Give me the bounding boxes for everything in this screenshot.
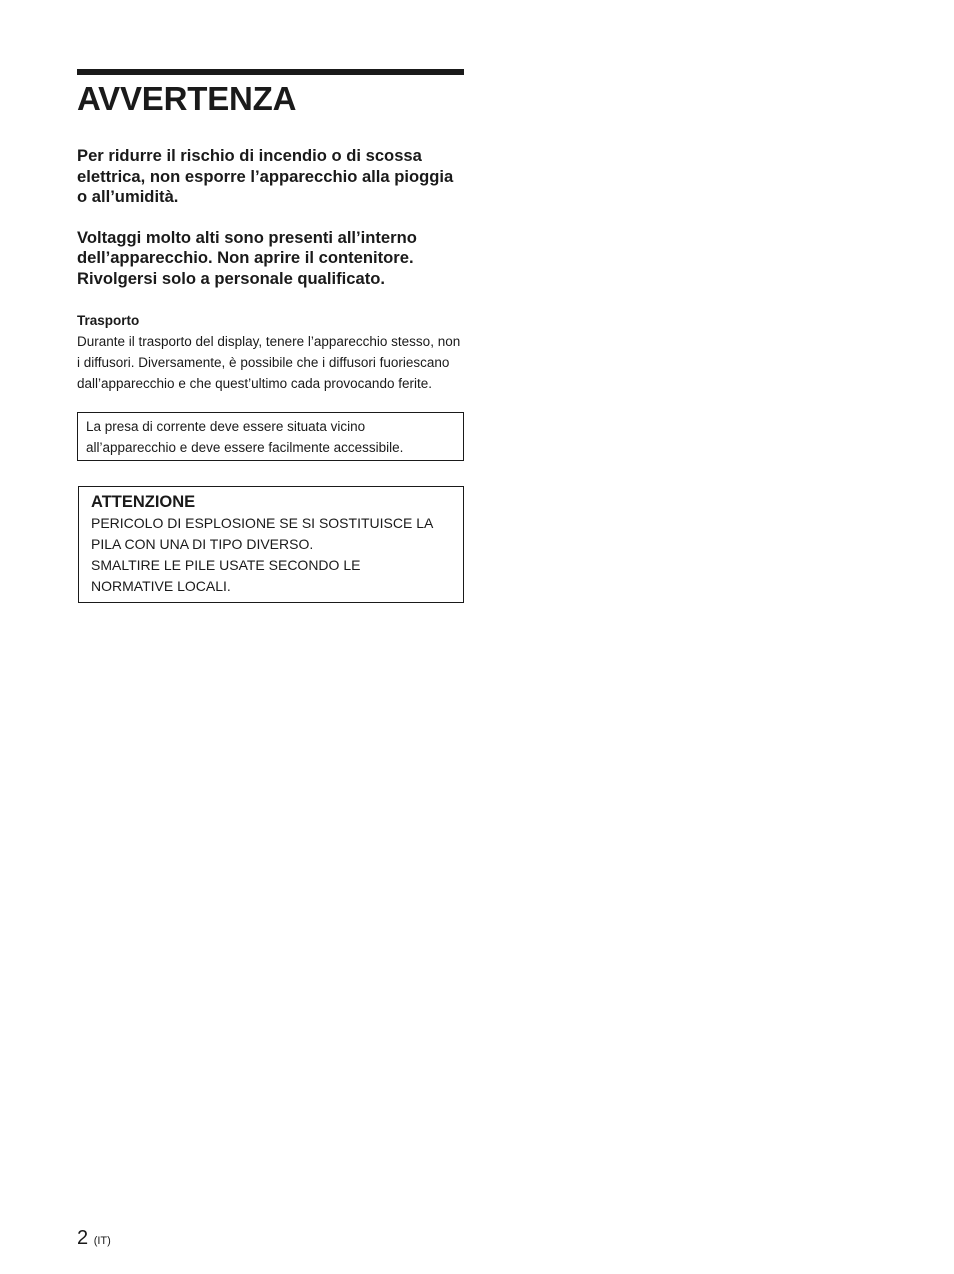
- page-number-footer: [77, 1226, 111, 1253]
- caution-line: NORMATIVE LOCALI.: [91, 578, 231, 595]
- power-outlet-notice-box: [77, 412, 464, 461]
- caution-box: [78, 486, 464, 603]
- caution-title: ATTENZIONE: [91, 493, 196, 512]
- caution-line: PILA CON UNA DI TIPO DIVERSO.: [91, 536, 314, 553]
- transport-heading: Trasporto: [77, 313, 140, 328]
- caution-line: SMALTIRE LE PILE USATE SECONDO LE: [91, 557, 361, 574]
- caution-line: PERICOLO DI ESPLOSIONE SE SI SOSTITUISCE LA: [91, 515, 434, 532]
- page-title: AVVERTENZA: [77, 80, 297, 117]
- transport-text: Durante il trasporto del display, tenere l’apparecchio stesso, non i diffusori. Diversamente, è possibile che i diffusori fuoriescano dall’apparecchio e che quest’ultimo cada provocando ferite.: [77, 334, 461, 391]
- warning-fire-shock: Per ridurre il rischio di incendio o di scossa elettrica, non esporre l’apparecchio alla pioggia o all’umidità.: [77, 146, 454, 206]
- page-number: 2: [77, 1227, 89, 1249]
- warning-high-voltage: Voltaggi molto alti sono presenti all’interno dell’apparecchio. Non aprire il contenitore. Rivolgersi solo a personale qualificato.: [77, 227, 417, 288]
- title-rule: [77, 69, 464, 75]
- language-code: (IT): [93, 1235, 111, 1247]
- main-column: [77, 69, 464, 603]
- power-outlet-notice-text: La presa di corrente deve essere situata vicino all’apparecchio e deve essere facilmente accessibile.: [86, 419, 404, 456]
